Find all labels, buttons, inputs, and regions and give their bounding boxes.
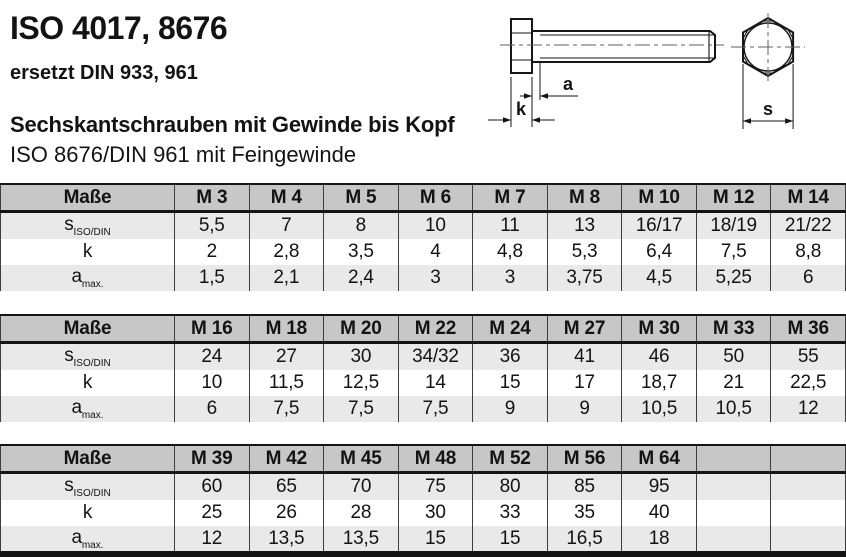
dimension-value-cell: 13,5 (324, 526, 399, 552)
dimension-value-cell: 26 (249, 500, 324, 526)
table-row (1, 265, 846, 291)
column-header: M 20 (324, 315, 399, 343)
dimension-value-cell: 6,4 (622, 239, 697, 265)
dimension-value-cell: 18/19 (696, 212, 771, 240)
dimension-value-cell: 35 (547, 500, 622, 526)
dimension-value-cell: 70 (324, 473, 399, 501)
table-header-row (1, 184, 846, 212)
table-row (1, 239, 846, 265)
table-row (1, 473, 846, 501)
dimension-value-cell: 7 (249, 212, 324, 240)
dimension-value-cell: 2,8 (249, 239, 324, 265)
dimension-label-k: k (515, 99, 527, 119)
column-header: M 3 (175, 184, 250, 212)
centerline (731, 13, 805, 81)
column-header: M 12 (696, 184, 771, 212)
dimension-value-cell: 34/32 (398, 343, 473, 371)
column-header: M 8 (547, 184, 622, 212)
dimension-k (488, 77, 555, 127)
dimension-value-cell: 15 (398, 526, 473, 552)
row-label: $s_{ISO/DIN}$ (1, 212, 175, 240)
table-row (1, 526, 846, 552)
dimension-value-cell: 55 (771, 343, 846, 371)
dimension-value-cell (771, 500, 846, 526)
column-header: M 18 (249, 315, 324, 343)
column-header: M 10 (622, 184, 697, 212)
dimension-value-cell: 21/22 (771, 212, 846, 240)
column-header: M 45 (324, 445, 399, 473)
column-header: M 48 (398, 445, 473, 473)
dimension-label-a: a (562, 74, 574, 94)
table-corner-header: Maße (1, 184, 175, 212)
column-header: M 4 (249, 184, 324, 212)
dimension-value-cell: 30 (398, 500, 473, 526)
page-title: ISO 4017, 8676 (10, 10, 228, 46)
dimension-value-cell: 3 (473, 265, 548, 291)
dimension-value-cell: 21 (696, 370, 771, 396)
column-header: M 27 (547, 315, 622, 343)
dimension-value-cell: 3,75 (547, 265, 622, 291)
dimension-value-cell: 16,5 (547, 526, 622, 552)
column-header: M 22 (398, 315, 473, 343)
dimension-value-cell: 7,5 (249, 396, 324, 422)
dimension-value-cell (696, 473, 771, 501)
dimension-value-cell: 5,3 (547, 239, 622, 265)
dimension-value-cell: 2,1 (249, 265, 324, 291)
dimension-value-cell: 16/17 (622, 212, 697, 240)
row-label: k (1, 370, 175, 396)
dimension-value-cell: 9 (547, 396, 622, 422)
dimension-value-cell: 27 (249, 343, 324, 371)
dimension-value-cell: 13 (547, 212, 622, 240)
dimension-value-cell: 3 (398, 265, 473, 291)
table-header-row (1, 445, 846, 473)
column-header (696, 445, 771, 473)
column-header: M 33 (696, 315, 771, 343)
dimension-value-cell: 9 (473, 396, 548, 422)
row-label: $s_{ISO/DIN}$ (1, 473, 175, 501)
dimension-value-cell (696, 526, 771, 552)
dimension-value-cell: 75 (398, 473, 473, 501)
dimension-value-cell: 30 (324, 343, 399, 371)
column-header: M 30 (622, 315, 697, 343)
dimension-value-cell: 60 (175, 473, 250, 501)
dimension-value-cell: 3,5 (324, 239, 399, 265)
page-subtitle: ersetzt DIN 933, 961 (10, 62, 198, 84)
dimension-value-cell: 25 (175, 500, 250, 526)
dimension-value-cell: 15 (473, 526, 548, 552)
dimension-label-s: s (762, 99, 774, 119)
dimension-value-cell: 95 (622, 473, 697, 501)
row-label: k (1, 500, 175, 526)
dimension-value-cell: 41 (547, 343, 622, 371)
row-label: k (1, 239, 175, 265)
dimensions-table-m3-m14 (0, 183, 846, 291)
bolt-head-top-view (731, 13, 805, 81)
table-header-row (1, 315, 846, 343)
column-header: M 24 (473, 315, 548, 343)
dimension-value-cell: 10 (175, 370, 250, 396)
row-label: $a_{max.}$ (1, 396, 175, 422)
dimension-value-cell: 4,8 (473, 239, 548, 265)
dimension-value-cell: 6 (771, 265, 846, 291)
dimension-value-cell: 4 (398, 239, 473, 265)
dimension-value-cell: 5,25 (696, 265, 771, 291)
dimension-value-cell: 7,5 (398, 396, 473, 422)
table-row (1, 212, 846, 240)
dimension-value-cell: 65 (249, 473, 324, 501)
dimension-value-cell: 33 (473, 500, 548, 526)
dimension-value-cell: 5,5 (175, 212, 250, 240)
dimensions-table-m39-m64 (0, 444, 846, 552)
dimension-value-cell: 1,5 (175, 265, 250, 291)
dimension-value-cell (696, 500, 771, 526)
dimension-value-cell: 12,5 (324, 370, 399, 396)
column-header: M 56 (547, 445, 622, 473)
dimension-value-cell: 11,5 (249, 370, 324, 396)
column-header: M 5 (324, 184, 399, 212)
dimension-value-cell: 36 (473, 343, 548, 371)
dimension-value-cell: 15 (473, 370, 548, 396)
dimension-value-cell: 24 (175, 343, 250, 371)
dimension-value-cell: 50 (696, 343, 771, 371)
column-header: M 42 (249, 445, 324, 473)
dimension-value-cell: 2 (175, 239, 250, 265)
dimension-value-cell (771, 473, 846, 501)
column-header: M 14 (771, 184, 846, 212)
dimensions-table-m16-m36 (0, 314, 846, 422)
bolt-side-view (500, 19, 724, 73)
column-header: M 7 (473, 184, 548, 212)
table-row (1, 343, 846, 371)
table-row (1, 396, 846, 422)
dimension-value-cell: 8 (324, 212, 399, 240)
column-header: M 16 (175, 315, 250, 343)
dimension-value-cell: 18,7 (622, 370, 697, 396)
bolt-technical-drawing (484, 4, 846, 144)
column-header: M 6 (398, 184, 473, 212)
dimension-value-cell: 18 (622, 526, 697, 552)
dimension-value-cell: 12 (771, 396, 846, 422)
dimension-value-cell: 14 (398, 370, 473, 396)
section-subtitle: ISO 8676/DIN 961 mit Feingewinde (10, 142, 357, 167)
dimension-value-cell: 28 (324, 500, 399, 526)
table-row (1, 370, 846, 396)
dimension-value-cell: 7,5 (324, 396, 399, 422)
dimension-value-cell: 13,5 (249, 526, 324, 552)
section-title: Sechskantschrauben mit Gewinde bis Kopf (10, 112, 455, 137)
column-header: M 52 (473, 445, 548, 473)
table-corner-header: Maße (1, 315, 175, 343)
dimension-value-cell: 2,4 (324, 265, 399, 291)
dimension-value-cell: 10 (398, 212, 473, 240)
dimension-value-cell: 10,5 (696, 396, 771, 422)
dimension-value-cell: 22,5 (771, 370, 846, 396)
dimension-value-cell: 8,8 (771, 239, 846, 265)
dimension-value-cell: 17 (547, 370, 622, 396)
dimension-value-cell: 6 (175, 396, 250, 422)
dimension-value-cell: 4,5 (622, 265, 697, 291)
column-header: M 36 (771, 315, 846, 343)
dimension-value-cell: 80 (473, 473, 548, 501)
dimension-value-cell: 11 (473, 212, 548, 240)
table-corner-header: Maße (1, 445, 175, 473)
table-row (1, 500, 846, 526)
dimension-value-cell: 85 (547, 473, 622, 501)
column-header (771, 445, 846, 473)
column-header: M 64 (622, 445, 697, 473)
dimension-value-cell: 40 (622, 500, 697, 526)
dimension-value-cell (771, 526, 846, 552)
row-label: $s_{ISO/DIN}$ (1, 343, 175, 371)
dimension-value-cell: 46 (622, 343, 697, 371)
row-label: $a_{max.}$ (1, 265, 175, 291)
dimension-value-cell: 12 (175, 526, 250, 552)
bottom-rule (0, 551, 846, 557)
dimension-value-cell: 10,5 (622, 396, 697, 422)
dimension-value-cell: 7,5 (696, 239, 771, 265)
row-label: $a_{max.}$ (1, 526, 175, 552)
column-header: M 39 (175, 445, 250, 473)
